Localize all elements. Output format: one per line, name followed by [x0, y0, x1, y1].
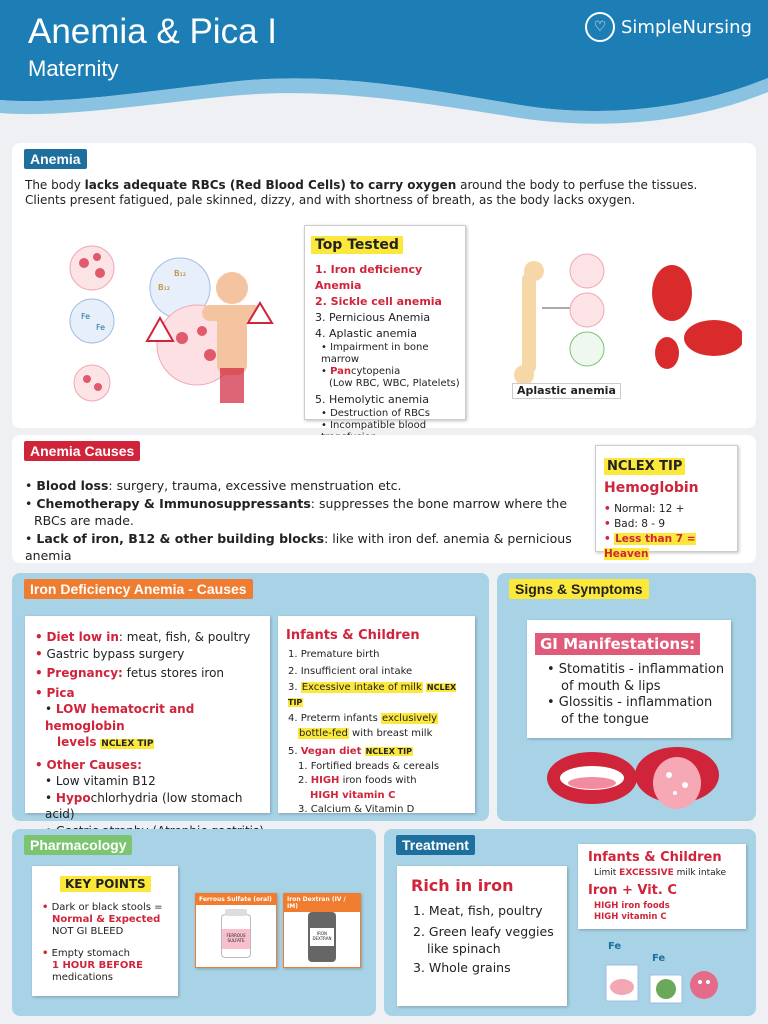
treatment-infants-box [578, 844, 746, 929]
pica-label: Pica [46, 685, 75, 700]
other-cause-2: chlorhydria (low stomach acid) [45, 790, 243, 821]
page-title: Anemia & Pica I [28, 12, 277, 51]
infants-list [288, 648, 473, 818]
nclex-tip-title: NCLEX TIP [604, 458, 685, 475]
top-tested-item-4: 4. Aplastic anemia [315, 327, 417, 340]
top-tested-item-1: 1. Iron deficiency Anemia [315, 263, 423, 292]
key-points-list: • Dark or black stools = Normal & Expected NOT GI BLEED • Empty stomach 1 HOUR BEFORE medications [42, 902, 176, 984]
nclex-tip-box [595, 445, 738, 560]
blood-cells-illustration [52, 243, 292, 403]
cause-1-bold: Blood loss [36, 478, 109, 493]
ida-causes-box [25, 616, 270, 821]
kp-2b: medications [52, 972, 114, 983]
brand-logo [585, 12, 752, 42]
stethoscope-heart-icon: ♡ [585, 12, 615, 42]
signs-tag: Signs & Symptoms [509, 579, 649, 599]
brand-name: SimpleNursing [621, 16, 752, 38]
page-subtitle: Maternity [28, 56, 119, 81]
hypo-prefix: Hypo [55, 790, 91, 805]
anemia-causes-tag: Anemia Causes [24, 441, 140, 461]
gastric-bypass: Gastric bypass surgery [46, 646, 185, 661]
b12-label-1: B₁₂ [174, 269, 186, 278]
top-tested-title: Top Tested [311, 236, 403, 254]
kp-1: Dark or black stools = [51, 902, 163, 913]
aplastic-sub-3: (Low RBC, WBC, Platelets) [329, 378, 460, 389]
b12-label-2: B₁₂ [158, 283, 170, 292]
fe-label-1: Fe [81, 312, 91, 321]
ferrous-sulfate-title: Ferrous Sulfate (oral) [196, 894, 276, 905]
hemolytic-sub-1: Destruction of RBCs [330, 408, 430, 419]
top-tested-list: 1. Iron deficiency Anemia 2. Sickle cell anemia 3. Pernicious Anemia 4. Aplastic anemia • Impairment in bone marrow • Pancytopenia (Low RBC, WBC, Platelets) 5. Hemolytic anemia • Destruction of RBCs • Incompatible blood [315, 262, 465, 468]
vegan-high-vitc: HIGH vitamin C [310, 789, 396, 801]
infant-4-rest: with breast milk [348, 727, 433, 739]
dextran-vial-icon [308, 912, 336, 962]
anemia-causes-list: • Blood loss: surgery, trauma, excessive menstruation etc. • Chemotherapy & Immunosuppressants: suppresses the bone marrow where the RBCs are made. • Lack of iron, B12 & other building blocks: like with iron def. anemia & pernicious anemia [25, 477, 595, 565]
iron-dextran-title: Iron Dextran (IV / IM) [284, 894, 360, 912]
aplastic-bone-illustration [492, 253, 742, 403]
exclusively-hl: exclusively [381, 713, 438, 724]
ferrous-sulfate-card [195, 893, 277, 968]
hgb-bad: Bad: 8 - 9 [614, 518, 666, 530]
aplastic-caption: Aplastic anemia [512, 383, 621, 399]
cause-3-rest: : like with iron def. anemia & pernicious anemia [25, 530, 572, 563]
limit-pre: Limit [594, 868, 620, 878]
hemoglobin-title: Hemoglobin [604, 480, 699, 496]
cause-2-rest: : suppresses the bone marrow where the [310, 495, 568, 511]
vegan-sub-3: 3. Calcium & Vitamin D [298, 804, 415, 815]
treatment-2: 2. Green leafy veggies [413, 924, 554, 939]
kp-1-red: Normal & Expected [52, 914, 161, 925]
gi-box [527, 620, 731, 738]
rich-in-iron-list [413, 902, 573, 976]
kp-2: Empty stomach [51, 948, 130, 959]
vegan-sub-1: 1. Fortified breads & cereals [298, 760, 440, 772]
food-illustration [602, 937, 742, 1007]
infant-cause-1: 1. Premature birth [288, 649, 380, 660]
fe-food-label-2: Fe [652, 953, 666, 964]
kp-1b: NOT GI BLEED [52, 926, 124, 937]
cytopenia-text: cytopenia [351, 366, 401, 377]
stomatitis-line-2: of mouth & lips [561, 678, 661, 694]
fe-label-2: Fe [96, 323, 106, 332]
anemia-def-pre: The body [25, 178, 85, 192]
signs-panel [497, 573, 756, 821]
low-hct-text: LOW hematocrit and hemoglobin [45, 702, 195, 733]
hemolytic-sub-2: Incompatible blood [330, 420, 427, 431]
infants-title: Infants & Children [286, 628, 420, 643]
anemia-causes-card [12, 435, 756, 563]
anemia-def-post: around the body to perfuse the tissues. [456, 178, 698, 192]
limit-milk-line [594, 867, 726, 879]
ferrous-bottle-icon [221, 914, 251, 958]
treatment-tag: Treatment [396, 835, 475, 855]
anemia-definition [25, 178, 745, 208]
treatment-3: 3. Whole grains [413, 960, 511, 975]
kp-2-red: 1 HOUR BEFORE [52, 960, 143, 971]
treatment-2b: like spinach [427, 941, 501, 956]
cause-2-cont: RBCs are made. [34, 513, 134, 528]
diet-low-label: Diet low in [46, 630, 119, 644]
anemia-def-bold: lacks adequate RBCs (Red Blood Cells) to carry oxygen [84, 178, 457, 192]
pharmacology-panel [12, 829, 376, 1016]
other-causes-label: Other Causes: [46, 757, 142, 772]
rich-in-iron-title: Rich in iron [411, 876, 514, 895]
cause-1-rest: : surgery, trauma, excessive menstruation etc. [108, 478, 402, 493]
ida-causes-list: • Diet low in: meat, fish, & poultry • Gastric bypass surgery • Pregnancy: fetus stores iron • Pica • LOW hematocrit and hemoglobin levels NCLEX TIP • Other Causes: • Low vitamin B12 • Hypochlorhydria (low stomach acid) [35, 629, 267, 839]
stomatitis-line: • Stomatitis - inflammation [547, 662, 725, 677]
rich-in-iron-box [397, 866, 567, 1006]
anemia-tag: Anemia [24, 149, 87, 169]
top-tested-item-2: 2. Sickle cell anemia [315, 295, 442, 308]
limit-excessive: EXCESSIVE [619, 868, 674, 878]
header-banner [0, 0, 768, 130]
fe-food-label-1: Fe [608, 941, 622, 952]
iron-vitc-list [594, 901, 670, 923]
other-cause-1: Low vitamin B12 [55, 774, 156, 788]
hgb-heaven: Less than 7 = Heaven [604, 533, 696, 560]
aplastic-sub-1: Impairment in bone marrow [321, 342, 429, 365]
top-tested-item-3: 3. Pernicious Anemia [315, 311, 431, 324]
infant-nclex-tip-2: NCLEX TIP [365, 747, 412, 756]
hgb-normal: Normal: 12 + [614, 503, 685, 515]
dextran-vial-label: IRON DEXTRAN [310, 928, 334, 946]
infants-box [278, 616, 475, 813]
anemia-symptoms-line: Clients present fatigued, pale skinned, dizzy, and with shortness of breath, as the body lacks oxygen. [25, 193, 636, 207]
high-vitc: HIGH vitamin C [594, 912, 667, 922]
cause-3-bold: Lack of iron, B12 & other building blocks [36, 530, 325, 546]
diet-low-text: : meat, fish, & poultry [118, 630, 251, 644]
infant-4-pre: 4. Preterm infants [288, 713, 381, 724]
high-iron-foods: HIGH iron foods [594, 901, 670, 911]
infant-nclex-tip-1: NCLEX TIP [288, 683, 457, 707]
top-tested-item-5: 5. Hemolytic anemia [315, 393, 429, 406]
vegan-sub-2-rest: iron foods with [339, 775, 417, 786]
glossitis-line-2: of the tongue [561, 711, 649, 727]
key-points-title: KEY POINTS [60, 876, 151, 892]
treatment-infants-title: Infants & Children [588, 850, 722, 865]
vegan-sub-2-num: 2. [298, 775, 311, 786]
vegan-diet: Vegan diet [300, 746, 362, 757]
ida-tag: Iron Deficiency Anemia - Causes [24, 579, 253, 599]
anemia-card [12, 143, 756, 431]
infant-5-num: 5. [288, 746, 301, 757]
pregnancy-text: fetus stores iron [122, 666, 225, 680]
hemoglobin-values: • Normal: 12 + • Bad: 8 - 9 • Less than 7 = Heaven [604, 503, 696, 560]
limit-post: milk intake [673, 868, 727, 878]
pan-prefix: Pan [330, 366, 352, 377]
iron-vitc-title: Iron + Vit. C [588, 883, 677, 898]
gi-list [547, 662, 731, 728]
ida-nclex-tip: NCLEX TIP [101, 739, 154, 749]
pregnancy-label: Pregnancy: [46, 666, 123, 680]
ida-panel [12, 573, 489, 821]
treatment-1: 1. Meat, fish, poultry [413, 903, 543, 918]
treatment-panel [384, 829, 756, 1016]
vegan-high: HIGH [310, 775, 340, 786]
key-points-box [32, 866, 178, 996]
gi-title: GI Manifestations: [535, 633, 700, 655]
cause-2-bold: Chemotherapy & Immunosuppressants [36, 495, 311, 511]
ferrous-bottle-label: FERROUS SULFATE [222, 929, 250, 949]
top-tested-box [304, 225, 466, 431]
glossitis-line: • Glossitis - inflammation [547, 695, 713, 710]
levels-text: levels [57, 735, 97, 749]
bottle-fed-hl: bottle-fed [299, 727, 348, 739]
mouth-illustration [547, 745, 727, 811]
infant-3-num: 3. [288, 682, 301, 693]
pharmacology-tag: Pharmacology [24, 835, 132, 855]
infant-cause-2: 2. Insufficient oral intake [288, 665, 413, 677]
excessive-milk: Excessive intake of milk [301, 682, 422, 693]
iron-dextran-card [283, 893, 361, 968]
